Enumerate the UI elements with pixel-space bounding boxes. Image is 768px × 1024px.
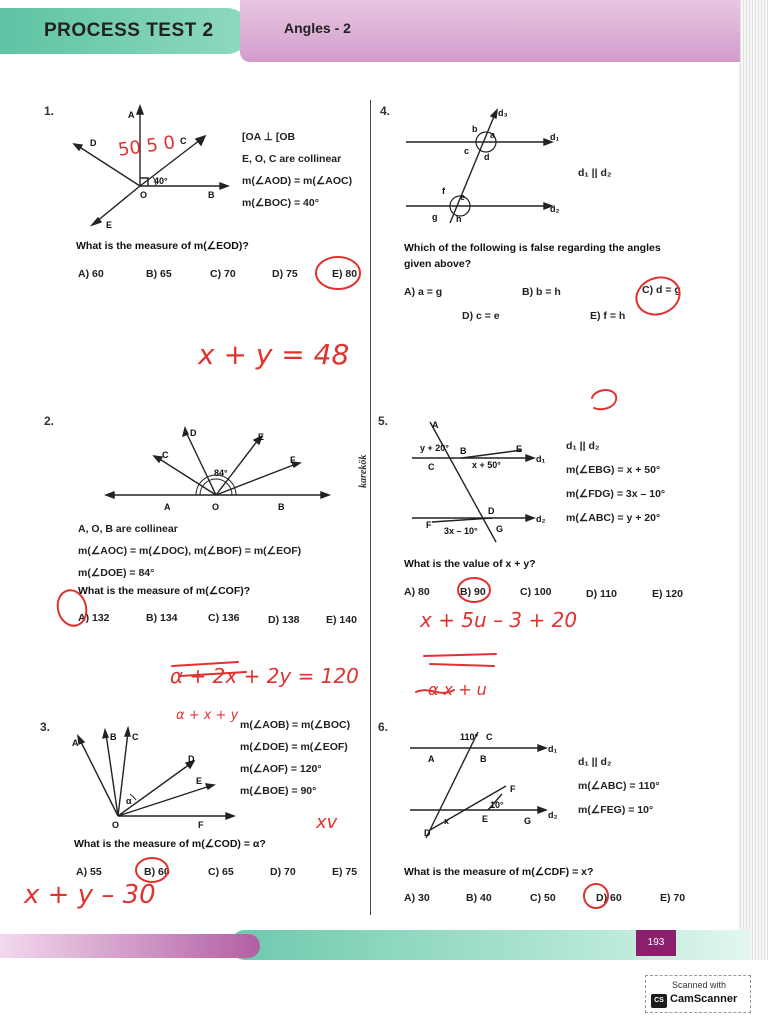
q6-label-e: E bbox=[482, 814, 489, 824]
q2-option-d[interactable]: D) 138 bbox=[268, 614, 300, 626]
q1-label-b: B bbox=[208, 190, 215, 200]
q5-label-d: D bbox=[488, 506, 495, 516]
handwritten-equation-6: α x + u bbox=[428, 680, 487, 699]
answer-circle-q6 bbox=[584, 884, 608, 908]
q2-angle-84: 84° bbox=[214, 468, 228, 478]
q1-given-line: m(∠AOD) = m(∠AOC) bbox=[242, 175, 353, 187]
q2-given-line: m(∠DOE) = 84° bbox=[78, 567, 155, 579]
q6-label-x: x bbox=[444, 816, 450, 826]
q6-label-c: C bbox=[486, 732, 493, 742]
q1-label-a: A bbox=[128, 110, 135, 120]
question-2-text: What is the measure of m(∠COF)? bbox=[78, 585, 251, 597]
q2-option-b[interactable]: B) 134 bbox=[146, 612, 178, 624]
page-title: PROCESS TEST 2 bbox=[44, 20, 214, 41]
q3-option-c[interactable]: C) 65 bbox=[208, 866, 234, 878]
q1-label-e: E bbox=[106, 220, 113, 230]
q4-question-line: given above? bbox=[404, 258, 472, 270]
ink-stroke-q5-bottom bbox=[416, 690, 454, 693]
question-3-text: What is the measure of m(∠COD) = α? bbox=[74, 838, 266, 850]
q6-option-e[interactable]: E) 70 bbox=[660, 892, 686, 904]
q2-label-b: B bbox=[278, 502, 285, 512]
question-6-text: What is the measure of m(∠CDF) = x? bbox=[404, 866, 594, 878]
q3-option-b[interactable]: B) 60 bbox=[144, 866, 170, 878]
q6-label-d: D bbox=[424, 828, 431, 838]
ink-stroke-q5-top bbox=[592, 390, 616, 409]
q1-given-line: E, O, C are collinear bbox=[242, 153, 342, 165]
handwritten-q1-marks: 50 5 0 bbox=[116, 132, 177, 161]
camscanner-logo-icon: CS bbox=[651, 994, 667, 1008]
ink-strike-q3-b bbox=[180, 672, 246, 676]
q4-label-d2: d₂ bbox=[550, 204, 560, 214]
q6-option-b[interactable]: B) 40 bbox=[466, 892, 492, 904]
q4-option-a[interactable]: A) a = g bbox=[404, 286, 443, 298]
q1-label-o: O bbox=[140, 190, 148, 200]
q6-given-line: d₁ || d₂ bbox=[578, 756, 612, 768]
q2-label-o: O bbox=[212, 502, 220, 512]
q3-label-alpha: α bbox=[126, 796, 132, 806]
q2-given-line: A, O, B are collinear bbox=[78, 523, 178, 535]
q6-label-f: F bbox=[510, 784, 516, 794]
answer-circle-q5 bbox=[458, 578, 490, 602]
page-number: 193 bbox=[636, 930, 676, 956]
q4-label-f: f bbox=[442, 186, 445, 196]
question-2-number: 2. bbox=[44, 414, 55, 428]
q5-expr-3x: 3x – 10° bbox=[444, 526, 478, 536]
q4-label-d3: d₃ bbox=[498, 108, 508, 118]
q6-option-c[interactable]: C) 50 bbox=[530, 892, 556, 904]
q3-option-e[interactable]: E) 75 bbox=[332, 866, 358, 878]
scanner-top-text: Scanned with bbox=[671, 980, 727, 990]
q6-option-d[interactable]: D) 60 bbox=[596, 892, 622, 904]
q5-label-d1: d₁ bbox=[536, 454, 546, 464]
q3-label-e: E bbox=[196, 776, 203, 786]
q5-label-f: F bbox=[426, 520, 432, 530]
q2-label-d: D bbox=[190, 428, 197, 438]
handwritten-mark-xv: xv bbox=[316, 812, 338, 833]
ink-strike-q3 bbox=[172, 662, 238, 666]
answer-circle-q2 bbox=[54, 587, 90, 629]
q4-option-c[interactable]: C) d = g bbox=[642, 284, 681, 296]
q6-given-line: m(∠ABC) = 110° bbox=[578, 780, 660, 792]
answer-circle-q1 bbox=[316, 257, 360, 289]
ink-strike-q5 bbox=[424, 654, 496, 666]
q2-option-c[interactable]: C) 136 bbox=[208, 612, 240, 624]
q6-option-a[interactable]: A) 30 bbox=[404, 892, 430, 904]
q4-label-d1: d₁ bbox=[550, 132, 560, 142]
question-1-text: What is the measure of m(∠EOD)? bbox=[76, 240, 249, 252]
handwritten-equation-3: α + 2x + 2y = 120 bbox=[170, 664, 359, 688]
q1-label-d: D bbox=[90, 138, 97, 148]
q2-label-e: E bbox=[258, 432, 265, 442]
q5-option-b[interactable]: B) 90 bbox=[460, 586, 486, 598]
q5-option-e[interactable]: E) 120 bbox=[652, 588, 683, 600]
q2-label-a: A bbox=[164, 502, 171, 512]
q4-label-g: g bbox=[432, 212, 438, 222]
q3-label-b: B bbox=[110, 732, 117, 742]
q5-label-b: B bbox=[460, 446, 467, 456]
footer-pink-band bbox=[0, 934, 260, 958]
q5-expr-x: x + 50° bbox=[472, 460, 501, 470]
q4-option-e[interactable]: E) f = h bbox=[590, 310, 626, 322]
q1-label-c: C bbox=[180, 136, 187, 146]
q6-angle-110: 110° bbox=[460, 732, 479, 742]
q5-given-line: m(∠FDG) = 3x – 10° bbox=[566, 488, 666, 500]
question-5-number: 5. bbox=[378, 414, 389, 428]
q3-option-d[interactable]: D) 70 bbox=[270, 866, 296, 878]
q6-label-d2: d₂ bbox=[548, 810, 558, 820]
q4-label-d: d bbox=[484, 152, 490, 162]
side-brand-text: karekök bbox=[358, 454, 369, 488]
q3-label-d: D bbox=[188, 754, 195, 764]
q6-angle-10: 10° bbox=[490, 800, 504, 810]
q6-label-g: G bbox=[524, 816, 532, 826]
handwritten-equation-2: x + 5u – 3 + 20 bbox=[420, 608, 578, 632]
q4-option-d[interactable]: D) c = e bbox=[462, 310, 500, 322]
q3-label-o: O bbox=[112, 820, 120, 830]
q3-given-line: m(∠BOE) = 90° bbox=[240, 785, 317, 797]
q3-given-line: m(∠AOB) = m(∠BOC) bbox=[240, 719, 351, 731]
question-6-number: 6. bbox=[378, 720, 389, 734]
q4-label-b: b bbox=[472, 124, 478, 134]
handwritten-equation-1: x + y = 48 bbox=[198, 338, 350, 371]
q6-label-a: A bbox=[428, 754, 435, 764]
q2-option-a[interactable]: A) 132 bbox=[78, 612, 110, 624]
q5-option-d[interactable]: D) 110 bbox=[586, 588, 617, 600]
q1-option-c[interactable]: C) 70 bbox=[210, 268, 236, 280]
q1-option-e[interactable]: E) 80 bbox=[332, 268, 358, 280]
q4-option-b[interactable]: B) b = h bbox=[522, 286, 561, 298]
q1-option-b[interactable]: B) 65 bbox=[146, 268, 172, 280]
q5-label-d2: d₂ bbox=[536, 514, 546, 524]
q4-question-line: Which of the following is false regarding the angles bbox=[404, 242, 661, 254]
q4-label-c: c bbox=[464, 146, 470, 156]
scanner-brand-name: CamScanner bbox=[670, 993, 738, 1005]
handwritten-equation-4a: α + x + y bbox=[176, 708, 239, 723]
q4-label-a: a bbox=[490, 130, 496, 140]
q4-label-h: h bbox=[456, 214, 462, 224]
q1-angle-40: 40° bbox=[154, 176, 168, 186]
camscanner-watermark bbox=[645, 975, 751, 1013]
q5-given-line: d₁ || d₂ bbox=[566, 440, 600, 452]
q2-option-e[interactable]: E) 140 bbox=[326, 614, 357, 626]
question-1-number: 1. bbox=[44, 104, 55, 118]
q2-label-f: F bbox=[290, 455, 296, 465]
page-topic: Angles - 2 bbox=[284, 20, 351, 36]
q1-given-line: [OA ⊥ [OB bbox=[242, 131, 296, 143]
q5-label-g: G bbox=[496, 524, 504, 534]
answer-circle-q4 bbox=[631, 272, 685, 321]
q1-option-d[interactable]: D) 75 bbox=[272, 268, 298, 280]
q3-label-a: A bbox=[72, 738, 79, 748]
q1-option-a[interactable]: A) 60 bbox=[78, 268, 104, 280]
q5-option-a[interactable]: A) 80 bbox=[404, 586, 430, 598]
q4-label-e: e bbox=[460, 192, 466, 202]
q6-given-line: m(∠FEG) = 10° bbox=[578, 804, 654, 816]
q2-given-line: m(∠AOC) = m(∠DOC), m(∠BOF) = m(∠EOF) bbox=[78, 545, 302, 557]
answer-circle-q3 bbox=[136, 858, 168, 882]
question-4-number: 4. bbox=[380, 104, 391, 118]
q6-label-b: B bbox=[480, 754, 487, 764]
question-3-number: 3. bbox=[40, 720, 51, 734]
q4-given-line: d₁ || d₂ bbox=[578, 167, 612, 179]
q5-option-c[interactable]: C) 100 bbox=[520, 586, 552, 598]
q3-label-c: C bbox=[132, 732, 139, 742]
handwritten-equation-5: x + y – 30 bbox=[24, 880, 156, 910]
q3-given-line: m(∠AOF) = 120° bbox=[240, 763, 322, 775]
q5-label-e: E bbox=[516, 444, 523, 454]
q3-given-line: m(∠DOE) = m(∠EOF) bbox=[240, 741, 348, 753]
q2-label-c: C bbox=[162, 450, 169, 460]
q5-expr-y: y + 20° bbox=[420, 443, 449, 453]
q5-label-a: A bbox=[432, 420, 439, 430]
q6-label-d1: d₁ bbox=[548, 744, 558, 754]
q5-label-c: C bbox=[428, 462, 435, 472]
question-5-text: What is the value of x + y? bbox=[404, 558, 536, 570]
q3-option-a[interactable]: A) 55 bbox=[76, 866, 102, 878]
q5-given-line: m(∠EBG) = x + 50° bbox=[566, 464, 661, 476]
q5-given-line: m(∠ABC) = y + 20° bbox=[566, 512, 661, 524]
q3-label-f: F bbox=[198, 820, 204, 830]
q1-given-line: m(∠BOC) = 40° bbox=[242, 197, 319, 209]
